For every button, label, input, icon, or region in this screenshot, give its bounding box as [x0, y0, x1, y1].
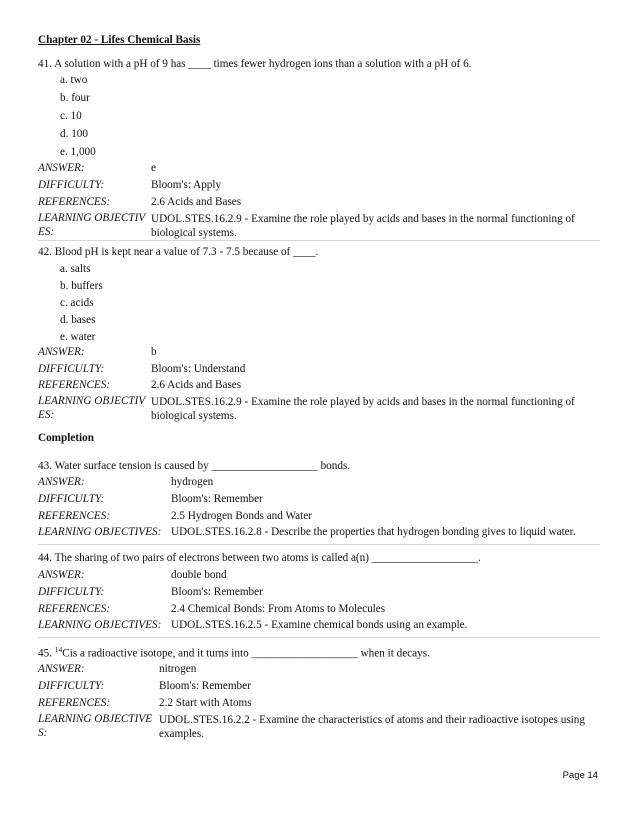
references-label: REFERENCES:	[38, 603, 111, 615]
learning-objective-label: LEARNING OBJECTIV	[38, 212, 146, 224]
difficulty-label: DIFFICULTY:	[38, 179, 105, 191]
references-value: 2.2 Start with Atoms	[159, 697, 252, 709]
answer-label: ANSWER:	[38, 346, 85, 358]
answer-label: ANSWER:	[38, 569, 85, 581]
learning-objective-value: UDOL.STES.16.2.5 - Examine chemical bonds using an example.	[171, 619, 468, 631]
option-b: b. buffers	[60, 280, 103, 292]
difficulty-label: DIFFICULTY:	[38, 586, 105, 598]
question-stem: 41. A solution with a pH of 9 has ____ times fewer hydrogen ions than a solution with a pH of 6.	[38, 58, 472, 70]
difficulty-value: Bloom's: Remember	[171, 493, 263, 505]
answer-value: nitrogen	[159, 663, 197, 675]
page-number: Page 14	[562, 770, 598, 781]
difficulty-value: Bloom's: Understand	[151, 363, 246, 375]
learning-objective-label: LEARNING OBJECTIVE	[38, 713, 153, 725]
references-label: REFERENCES:	[38, 379, 111, 391]
learning-objective-value: UDOL.STES.16.2.9 - Examine the role played by acids and bases in the normal functioning of biological systems.	[151, 396, 575, 422]
difficulty-value: Bloom's: Remember	[159, 680, 251, 692]
section-heading: Completion	[38, 432, 94, 444]
learning-objective-label: LEARNING OBJECTIVES:	[38, 619, 162, 631]
option-e: e. 1,000	[60, 146, 96, 158]
learning-objective-label: LEARNING OBJECTIVES:	[38, 526, 162, 538]
learning-objective-label-cont: ES:	[38, 226, 55, 238]
option-d: d. bases	[60, 314, 96, 326]
question-number: 45.	[38, 647, 52, 660]
learning-objective-label: LEARNING OBJECTIV	[38, 395, 146, 407]
difficulty-label: DIFFICULTY:	[38, 363, 105, 375]
isotope-superscript: 14	[54, 645, 63, 654]
learning-objective-label-cont: ES:	[38, 409, 55, 421]
references-value: 2.6 Acids and Bases	[151, 196, 242, 208]
option-d: d. 100	[60, 128, 88, 140]
learning-objective-value: UDOL.STES.16.2.8 - Describe the properties that hydrogen bonding gives to liquid water.	[171, 526, 576, 538]
references-value: 2.5 Hydrogen Bonds and Water	[171, 510, 312, 522]
question-stem: 43. Water surface tension is caused by ___________________ bonds.	[38, 460, 351, 472]
difficulty-label: DIFFICULTY:	[38, 680, 105, 692]
difficulty-label: DIFFICULTY:	[38, 493, 105, 505]
learning-objective-value: UDOL.STES.16.2.9 - Examine the role played by acids and bases in the normal functioning of biological systems.	[151, 213, 575, 239]
option-c: c. acids	[60, 297, 94, 309]
question-stem: 44. The sharing of two pairs of electrons between two atoms is called a(n) ___________________.	[38, 552, 481, 564]
question-stem-text: Cis a radioactive isotope, and it turns into ___________________ when it decays.	[62, 647, 430, 660]
difficulty-value: Bloom's: Apply	[151, 179, 222, 191]
references-label: REFERENCES:	[38, 697, 111, 709]
question-stem: 42. Blood pH is kept near a value of 7.3 - 7.5 because of ____.	[38, 246, 319, 258]
answer-value: e	[151, 162, 156, 174]
question-stem	[38, 645, 430, 660]
references-value: 2.4 Chemical Bonds: From Atoms to Molecules	[171, 603, 386, 615]
answer-value: double bond	[171, 569, 227, 581]
answer-value: b	[151, 346, 157, 358]
option-a: a. two	[60, 74, 88, 86]
divider	[38, 544, 600, 545]
option-c: c. 10	[60, 110, 82, 122]
references-label: REFERENCES:	[38, 196, 111, 208]
answer-label: ANSWER:	[38, 663, 85, 675]
option-b: b. four	[60, 92, 90, 104]
answer-label: ANSWER:	[38, 162, 85, 174]
chapter-title: Chapter 02 - Lifes Chemical Basis	[38, 34, 201, 46]
answer-value: hydrogen	[171, 476, 214, 488]
references-label: REFERENCES:	[38, 510, 111, 522]
option-a: a. salts	[60, 263, 91, 275]
divider	[38, 240, 600, 241]
references-value: 2.6 Acids and Bases	[151, 379, 242, 391]
learning-objective-value: UDOL.STES.16.2.2 - Examine the characteristics of atoms and their radioactive isotopes using examples.	[159, 714, 585, 740]
answer-label: ANSWER:	[38, 476, 85, 488]
divider	[38, 637, 600, 638]
learning-objective-label-cont: S:	[38, 727, 48, 739]
difficulty-value: Bloom's: Remember	[171, 586, 263, 598]
option-e: e. water	[60, 331, 96, 343]
